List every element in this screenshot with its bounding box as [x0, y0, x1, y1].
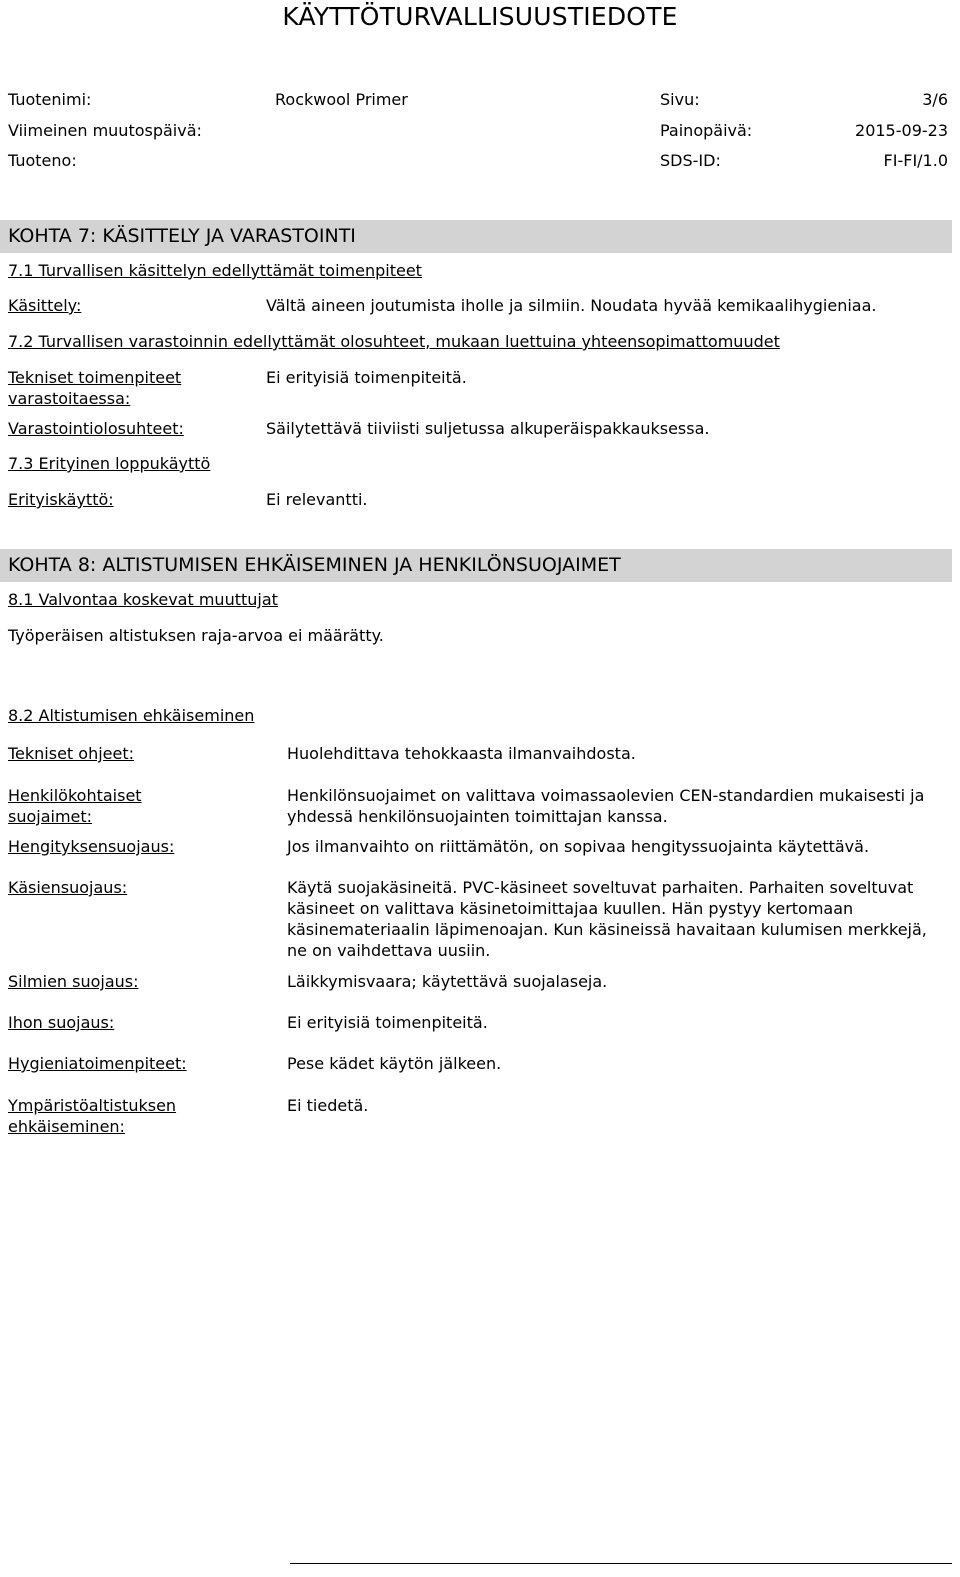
row-label-line1: Silmien suojaus:: [8, 972, 139, 991]
page-label: Sivu:: [660, 90, 700, 109]
storage-conditions-label: Varastointiolosuhteet:: [8, 419, 184, 438]
row-label-line1: Hengityksensuojaus:: [8, 837, 175, 856]
skin-protection-label: [8, 1012, 278, 1033]
sds-id-label: SDS-ID:: [660, 151, 721, 170]
row-label-line2: suojaimet:: [8, 807, 93, 826]
tech-storage-label: [8, 367, 248, 409]
personal-protection-value: Henkilönsuojaimet on valittava voimassaolevien CEN-standardien mukaisesti ja yhdessä henkilönsuojainten toimittajan kanssa.: [287, 786, 925, 826]
control-parameters-text: Työperäisen altistuksen raja-arvoa ei määrätty.: [8, 626, 384, 645]
sds-id: FI-FI/1.0: [883, 151, 948, 170]
row-label-line1: Ihon suojaus:: [8, 1013, 115, 1032]
tech-storage-label-line1: Tekniset toimenpiteet: [8, 368, 182, 387]
tech-storage-value: Ei erityisiä toimenpiteitä.: [266, 368, 467, 387]
respiratory-protection-label: [8, 836, 278, 857]
special-use-label: Erityiskäyttö:: [8, 490, 114, 509]
section-8-1-heading: 8.1 Valvontaa koskevat muuttujat: [8, 590, 278, 609]
personal-protection-label: [8, 785, 278, 827]
special-use-value: Ei relevantti.: [266, 490, 368, 509]
eye-protection-value: Läikkymisvaara; käytettävä suojalaseja.: [287, 972, 608, 991]
skin-protection-value: Ei erityisiä toimenpiteitä.: [287, 1013, 488, 1032]
technical-instructions-label: [8, 743, 278, 764]
section-7-1-heading: 7.1 Turvallisen käsittelyn edellyttämät toimenpiteet: [8, 261, 422, 280]
row-label-line1: Tekniset ohjeet:: [8, 744, 135, 763]
section-7-3-heading: 7.3 Erityinen loppukäyttö: [8, 454, 211, 473]
eye-protection-label: [8, 971, 278, 992]
print-date-label: Painopäivä:: [660, 121, 753, 140]
environmental-exposure-label: [8, 1095, 278, 1137]
row-label-line1: Ympäristöaltistuksen: [8, 1096, 177, 1115]
row-label-line2: ehkäiseminen:: [8, 1117, 125, 1136]
document-title: KÄYTTÖTURVALLISUUSTIEDOTE: [282, 2, 678, 31]
row-label-line1: Hygieniatoimenpiteet:: [8, 1054, 187, 1073]
section-7-2-heading: 7.2 Turvallisen varastoinnin edellyttämät olosuhteet, mukaan luettuina yhteensopimattomuudet: [8, 332, 780, 351]
respiratory-protection-value: Jos ilmanvaihto on riittämätön, on sopivaa hengityssuojainta käytettävä.: [287, 837, 870, 856]
row-label-line1: Henkilökohtaiset: [8, 786, 142, 805]
hygiene-measures-label: [8, 1053, 278, 1074]
hand-protection-value: Käytä suojakäsineitä. PVC-käsineet soveltuvat parhaiten. Parhaiten soveltuvat käsineet on valittava käsinetoimittajaa kuullen. Hän pystyy kertomaan käsinemateriaalin läpimenoajan. Kun käsineissä havaitaan kulumisen merkkejä, ne on vaihdettava uusiin.: [287, 878, 927, 960]
hand-protection-label: [8, 877, 278, 898]
handling-value: Vältä aineen joutumista iholle ja silmiin. Noudata hyvää kemikaalihygieniaa.: [266, 296, 877, 315]
page-number: 3/6: [922, 90, 948, 109]
hygiene-measures-value: Pese kädet käytön jälkeen.: [287, 1054, 502, 1073]
handling-label: Käsittely:: [8, 296, 82, 315]
print-date: 2015-09-23: [855, 121, 948, 140]
product-name-label: Tuotenimi:: [8, 90, 92, 109]
section-8-2-heading: 8.2 Altistumisen ehkäiseminen: [8, 706, 255, 725]
product-name: Rockwool Primer: [275, 90, 408, 109]
technical-instructions-value: Huolehdittava tehokkaasta ilmanvaihdosta.: [287, 744, 636, 763]
product-no-label: Tuoteno:: [8, 151, 77, 170]
section-7-heading: KOHTA 7: KÄSITTELY JA VARASTOINTI: [8, 225, 356, 247]
row-label-line1: Käsiensuojaus:: [8, 878, 128, 897]
environmental-exposure-value: Ei tiedetä.: [287, 1096, 369, 1115]
section-8-heading: KOHTA 8: ALTISTUMISEN EHKÄISEMINEN JA HENKILÖNSUOJAIMET: [8, 554, 621, 576]
tech-storage-label-line2: varastoitaessa:: [8, 389, 131, 408]
last-modified-label: Viimeinen muutospäivä:: [8, 121, 202, 140]
storage-conditions-value: Säilytettävä tiiviisti suljetussa alkuperäispakkauksessa.: [266, 419, 710, 438]
footer-rule: [290, 1563, 952, 1564]
